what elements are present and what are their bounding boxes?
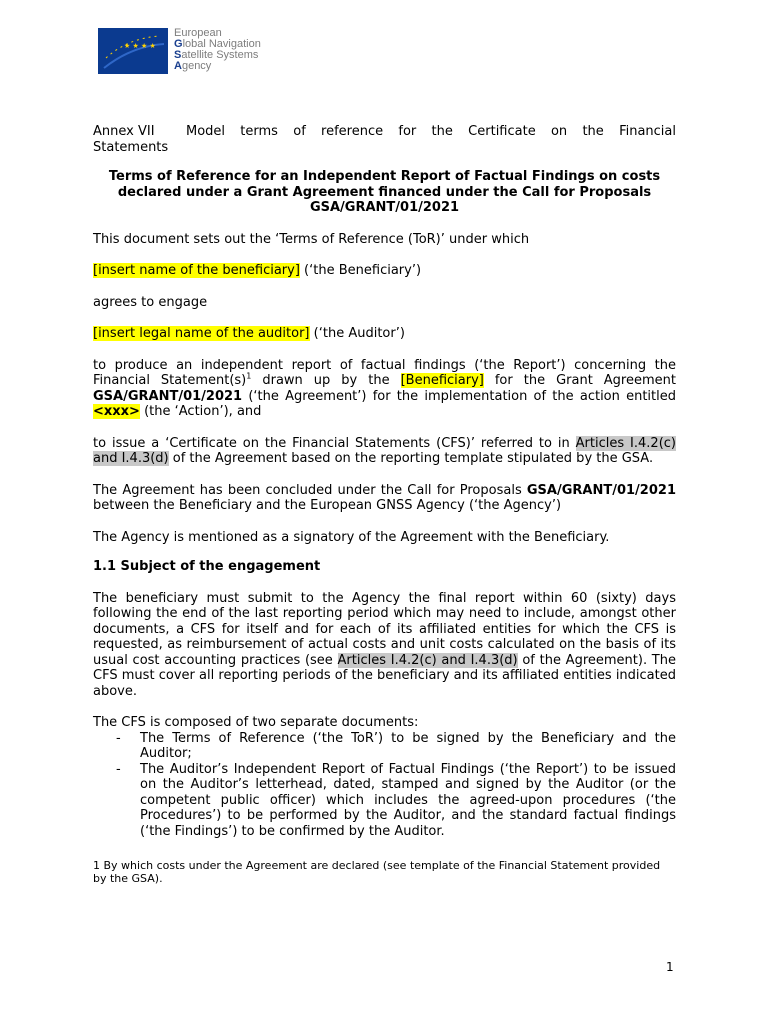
document-title: Terms of Reference for an Independent Report of Factual Findings on costs declared under a Grant Agreement financed under the Call for Proposals GSA/GRANT/01/2021 [108, 169, 661, 215]
agreement-paragraph: The Agreement has been concluded under the Call for Proposals GSA/GRANT/01/2021 between the Beneficiary and the European GNSS Agency (‘the Agency’) [93, 482, 676, 513]
footnote-ref[interactable]: 1 [246, 371, 252, 381]
list-item: - The Terms of Reference (‘the ToR’) to be signed by the Beneficiary and the Auditor; [93, 731, 676, 762]
logo-line: European [174, 27, 222, 39]
cfs-composition-paragraph: The CFS is composed of two separate documents: [93, 715, 419, 730]
agrees-line: agrees to engage [93, 294, 208, 310]
cfs-paragraph: to issue a ‘Certificate on the Financial Statements (CFS)’ referred to in Articles I.4.2(c) and I.4.3(d) of the Agreement based on the reporting template stipulated by the GSA. [93, 435, 676, 466]
beneficiary-placeholder-2[interactable]: [Beneficiary] [400, 373, 484, 388]
action-placeholder[interactable]: <xxx> [93, 404, 140, 419]
intro-paragraph: This document sets out the ‘Terms of Reference (ToR)’ under which [93, 231, 530, 247]
articles-reference: Articles I.4.2(c) and I.4.3(d) [93, 435, 676, 466]
articles-reference-2: Articles I.4.2(c) and I.4.3(d) [337, 652, 518, 668]
auditor-placeholder[interactable]: [insert legal name of the auditor] [93, 326, 310, 341]
logo-line: Satellite Systems [174, 49, 259, 61]
svg-text:★ ★ ★ ★: ★ ★ ★ ★ [124, 42, 156, 50]
beneficiary-placeholder[interactable]: [insert name of the beneficiary] [93, 263, 300, 278]
eu-flag-icon [98, 28, 168, 74]
logo-wordmark [174, 28, 261, 72]
cfs-documents-list [93, 731, 676, 840]
logo-line: Agency [174, 60, 212, 72]
annex-heading [93, 124, 676, 155]
footnote: 1 By which costs under the Agreement are declared (see template of the Financial Statement provided by the GSA). [93, 859, 661, 885]
signatory-paragraph: The Agency is mentioned as a signatory of the Agreement with the Beneficiary. [93, 529, 610, 545]
report-paragraph: to produce an independent report of factual findings (‘the Report’) concerning the Financial $Statement(s)^1$ drawn up by the [Beneficiary] for the Grant Agreement GSA/GRANT/01/2021 (‘the Agreement’) for the implementation of the action entitled <xxx> (the ‘Action’), and [93, 357, 676, 419]
engagement-paragraph: The beneficiary must submit to the Agency the final report within 60 (sixty) days following the end of the last reporting period which may need to include, amongst other documents, a CFS for itself and for each of its affiliated entities for which the CFS is requested, as reimbursement of actual costs and unit costs calculated on the basis of its usual cost accounting practices (see Articles I.4.2(c) and I.4.3(d) of the Agreement). The CFS must cover all reporting periods of the beneficiary and its affiliated entities indicated above. [93, 590, 676, 699]
annex-title: Model terms of reference for the Certificate on the Financial [186, 124, 676, 139]
document-body [93, 124, 676, 885]
page-number: 1 [666, 960, 674, 974]
auditor-line: [insert legal name of the auditor] (‘the Auditor’) [93, 326, 405, 341]
annex-title-continued: Statements [93, 139, 169, 155]
section-heading: 1.1 Subject of the engagement [93, 559, 321, 574]
list-item: - The Auditor’s Independent Report of Factual Findings (‘the Report’) to be issued on the Auditor’s letterhead, dated, stamped and signed by the Auditor (or the competent public officer) which includes the agreed-upon procedures (‘the Procedures’) to be performed by the Auditor, and the standard factual findings (‘the Findings’) to be confirmed by the Auditor. [93, 762, 676, 840]
annex-label: Annex VII [93, 124, 155, 139]
agency-logo [98, 28, 261, 74]
beneficiary-line: [insert name of the beneficiary] (‘the Beneficiary’) [93, 263, 422, 278]
logo-line: Global Navigation [174, 38, 261, 50]
